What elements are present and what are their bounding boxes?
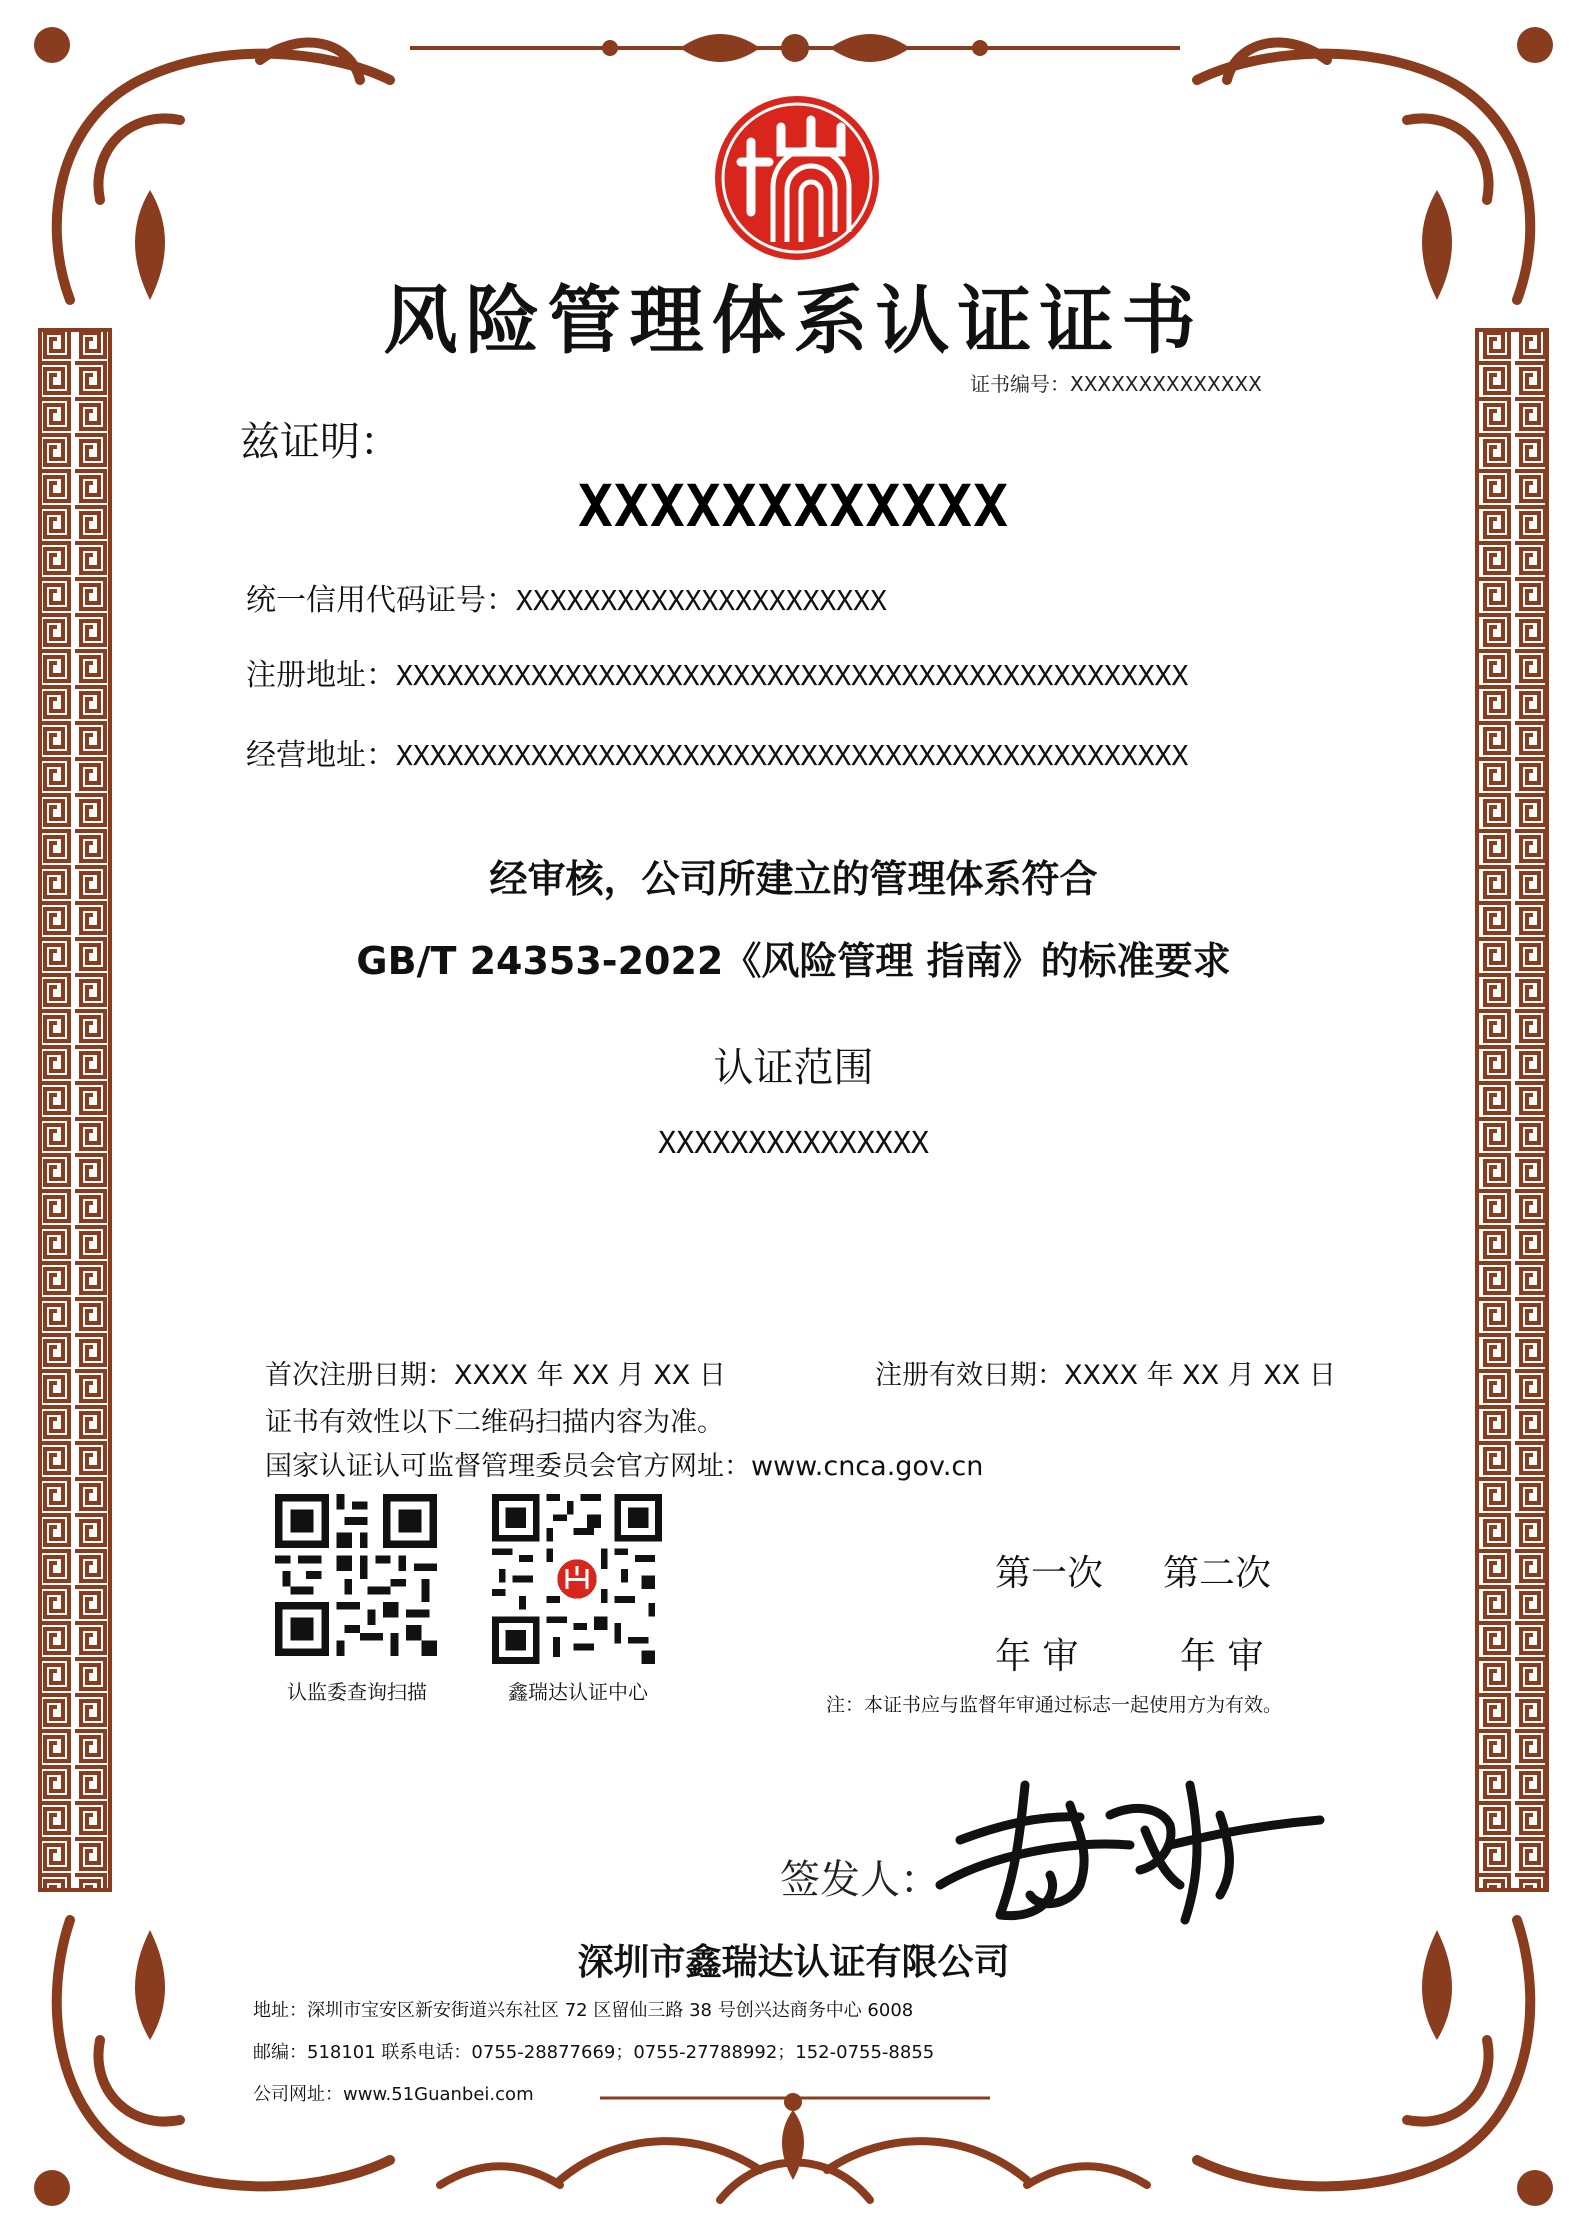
statement-line-1: 经审核，公司所建立的管理体系符合: [489, 857, 1098, 901]
second-review-stamp-area: 年 审: [1180, 1636, 1264, 1677]
statement-line-2: GB/T 24353-2022《风险管理 指南》的标准要求: [356, 939, 1231, 983]
validity-note: 证书有效性以下二维码扫描内容为准。: [265, 1407, 724, 1438]
certificate-title: 风险管理体系认证证书: [383, 278, 1204, 364]
scope-value: XXXXXXXXXXXXXXX: [658, 1126, 929, 1161]
registered-address-value: XXXXXXXXXXXXXXXXXXXXXXXXXXXXXXXXXXXXXXXXXXXXXXX: [396, 659, 1189, 692]
first-review-label: 第一次: [995, 1553, 1104, 1594]
registered-address-row: [246, 650, 1188, 694]
credit-code-row: [246, 575, 887, 619]
scope-title: 认证范围: [713, 1045, 874, 1091]
qr-code-graphic: [275, 1494, 437, 1656]
first-registration-date: 首次注册日期：XXXX 年 XX 月 XX 日: [265, 1360, 726, 1391]
footer-website[interactable]: 公司网址：www.51Guanbei.com: [253, 2084, 534, 2105]
footer-contact: 邮编：518101 联系电话：0755-28877669；0755-27788992；152-0755-8855: [253, 2042, 935, 2063]
cnca-website: 国家认证认可监督管理委员会官方网址：www.cnca.gov.cn: [265, 1451, 984, 1482]
business-address-label: 经营地址：: [246, 738, 396, 773]
business-address-row: [246, 730, 1188, 774]
registered-address-label: 注册地址：: [246, 658, 396, 693]
company-name: XXXXXXXXXXXX: [577, 472, 1010, 540]
signature-icon: [930, 1745, 1330, 1935]
qr-caption-cnca: 认监委查询扫描: [287, 1680, 427, 1704]
signer-label: 签发人：: [780, 1857, 940, 1903]
qr-code-icon[interactable]: [492, 1494, 662, 1664]
business-address-value: XXXXXXXXXXXXXXXXXXXXXXXXXXXXXXXXXXXXXXXXXXXXXXX: [396, 739, 1189, 772]
certificate-number: 证书编号：XXXXXXXXXXXXXX: [970, 372, 1262, 396]
qr-code-graphic: [492, 1494, 662, 1664]
issuer-name: 深圳市鑫瑞达认证有限公司: [577, 1942, 1010, 1983]
credit-code-value: XXXXXXXXXXXXXXXXXXXXXX: [516, 584, 887, 617]
qr-caption-issuer: 鑫瑞达认证中心: [508, 1680, 648, 1704]
second-review-label: 第二次: [1163, 1553, 1272, 1594]
qr-code-icon[interactable]: [275, 1494, 437, 1656]
hereby-certify: 兹证明：: [240, 419, 400, 465]
valid-until-date: 注册有效日期：XXXX 年 XX 月 XX 日: [875, 1360, 1336, 1391]
first-review-stamp-area: 年 审: [995, 1636, 1079, 1677]
usage-note: 注：本证书应与监督年审通过标志一起使用方为有效。: [826, 1694, 1283, 1716]
seal-logo-icon: [711, 92, 883, 264]
footer-address: 地址：深圳市宝安区新安街道兴东社区 72 区留仙三路 38 号创兴达商务中心 6008: [253, 2000, 914, 2021]
credit-code-label: 统一信用代码证号：: [246, 583, 516, 618]
